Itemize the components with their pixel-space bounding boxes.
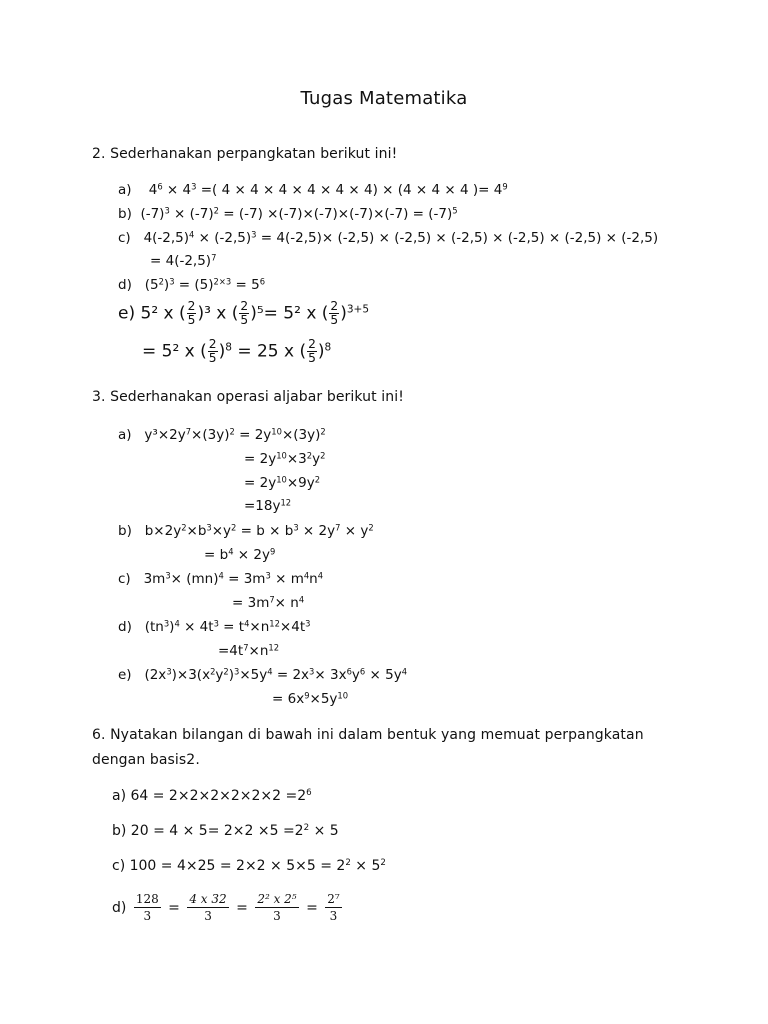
q6-item-d: d) $\frac{128}{3}$ = $\frac{4 x 32}{3}$ = $\frac{\text{2² x 2⁵}}{3}$ = $\frac{\text{2⁷}}{3}$ (112, 892, 340, 924)
q3-item-a-line3: = $2y^{10}\times 9y^2$ (244, 474, 321, 491)
question-6-heading-line2: dengan basis2. (92, 752, 200, 768)
q3-item-e-line2: = $6x^9\times 5y^{10}$ (272, 690, 349, 707)
q2-item-e-line1: e) 5² x ( $\frac{2}{5}$ )³ x ( $\frac{2}{5}$ )⁵= 5² x ( $\frac{2}{5}$ )$^{3+5}$ (118, 299, 370, 327)
q3-item-a-line1: a) $y^3\times 2y^7\times(3y)^2 = 2y^{10}\times(3y)^2$ (118, 426, 326, 443)
q3-item-c-line2: = $3m^7\times n^4$ (232, 594, 305, 611)
q2-item-e-line2: = 5² x ( $\frac{2}{5}$ )$^8$ = 25 x ( $\frac{2}{5}$ )$^8$ (142, 337, 332, 365)
q2-item-c-line1: c) $4(-2,5)^4 \times (-2,5)^3 = 4(-2,5)\times (-2,5) \times (-2,5) \times (-2,5) \times (-2,5) \times (-2,5) \times (-2,5)$ (118, 229, 659, 246)
question-3-heading: 3. Sederhanakan operasi aljabar berikut ini! (92, 389, 404, 405)
q3-item-d-line1: d) $(tn^3)^4 \times 4t^3 = t^4\times n^{12}\times 4t^3$ (118, 618, 311, 635)
q2-item-d: d) $(5^2)^3 = (5)^{2\times 3} = 5^6$ (118, 276, 266, 293)
q2-item-c-line2: = $4(-2,5)^7$ (150, 252, 217, 269)
q3-item-d-line2: $=4t^7\times n^{12}$ (218, 642, 280, 659)
question-6-heading-line1: 6. Nyatakan bilangan di bawah ini dalam bentuk yang memuat perpangkatan (92, 727, 644, 743)
question-2-heading: 2. Sederhanakan perpangkatan berikut ini! (92, 146, 398, 162)
q3-item-e-line1: e) $(2x^3)\times 3(x^2y^2)^3\times 5y^4 = 2x^3\times 3x^6y^6 \times 5y^4$ (118, 666, 408, 683)
q2-item-a: a) $4^6 \times 4^3$ =( 4 × 4 × 4 × 4 × 4 × 4) × (4 × 4 × 4 )= $4^9$ (118, 181, 508, 198)
q6-item-b: b) $20 = 4 \times 5= 2\times 2 \times 5 =2^2 \times 5$ (112, 823, 339, 839)
q3-item-a-line4: $=18y^{12}$ (244, 497, 292, 514)
q6-item-c: c) $100 = 4\times 25 = 2\times 2 \times 5\times 5 = 2^2 \times 5^2$ (112, 858, 386, 874)
q3-item-b-line1: b) $b\times 2y^2\times b^3\times y^2 = b \times b^3 \times 2y^7 \times y^2$ (118, 522, 374, 539)
document-title: Tugas Matematika (300, 88, 468, 109)
q3-item-c-line1: c) $3m^3\times (mn)^4 = 3m^3 \times m^4n^4$ (118, 570, 324, 587)
q3-item-b-line2: = $b^4 \times 2y^9$ (204, 546, 276, 563)
q6-item-a: a) $64 = 2\times 2\times 2\times 2\times 2\times 2 =2^6$ (112, 788, 312, 804)
q2-item-b: b) $(-7)^3 \times (-7)^2 = (-7) \times(-7)\times(-7)\times(-7)\times(-7) = (-7)^5$ (118, 205, 458, 222)
q3-item-a-line2: = $2y^{10}\times 3^2y^2$ (244, 450, 326, 467)
